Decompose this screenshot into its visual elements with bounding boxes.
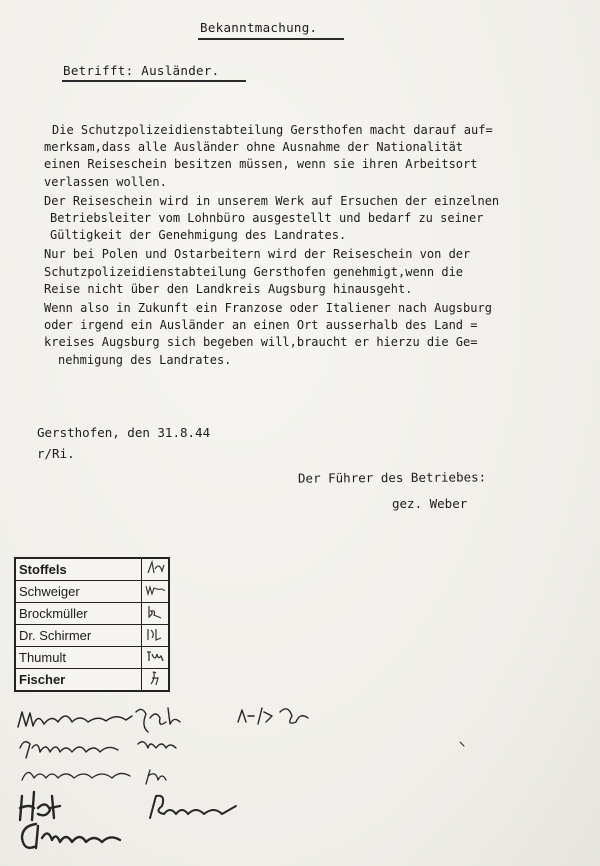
document-subject: Betrifft: Ausländer. (63, 63, 220, 78)
text-line: kreises Augsburg sich begeben will,braucht er hierzu die Ge= (44, 335, 478, 350)
signature-mark (136, 708, 180, 732)
routing-name: Fischer (15, 669, 142, 692)
text-line: verlassen wollen. (44, 174, 167, 189)
text-line: Nur bei Polen und Ostarbeitern wird der Reiseschein von der (44, 247, 471, 262)
leader-label: Der Führer des Betriebes: (297, 469, 487, 486)
reference-initials: r/Ri. (37, 446, 75, 461)
signature-mark (460, 742, 464, 746)
routing-name: Stoffels (15, 558, 142, 581)
signature-mark (18, 712, 132, 727)
text-line: oder irgend ein Ausländer an einen Ort ausserhalb des Land = (44, 318, 478, 333)
routing-name: Thumult (15, 647, 142, 669)
text-line: Reise nicht über den Landkreis Augsburg hinausgeht. (44, 281, 413, 296)
text-line: nehmigung des Landrates. (58, 352, 232, 367)
text-line: einen Reiseschein besitzen müssen, wenn sie ihren Arbeitsort (44, 157, 478, 172)
signature-mark (146, 770, 166, 784)
signature-mark (22, 824, 120, 848)
routing-name: Dr. Schirmer (15, 625, 142, 647)
place-date: Gersthofen, den 31.8.44 (37, 425, 211, 440)
text-line: Die Schutzpolizeidienstabteilung Gersthofen macht darauf auf= (52, 123, 493, 137)
signature-mark (138, 742, 176, 748)
text-line: merksam,dass alle Ausländer ohne Ausnahme der Nationalität (44, 140, 464, 155)
signature-mark (238, 708, 308, 724)
routing-name: Schweiger (15, 581, 142, 603)
document-title: Bekanntmachung. (200, 20, 318, 35)
signature-mark (20, 792, 60, 820)
signature-mark (20, 742, 118, 758)
leader-signature-line: gez. Weber (392, 496, 468, 511)
signature-mark (150, 796, 236, 818)
signature-mark (22, 772, 130, 780)
text-line: Schutzpolizeidienstabteilung Gersthofen genehmigt,wenn die (44, 264, 464, 279)
text-line: Der Reiseschein wird in unserem Werk auf Ersuchen der einzelnen (44, 193, 500, 208)
text-line: Betriebsleiter vom Lohnbüro ausgestellt und bedarf zu seiner (50, 211, 484, 226)
text-line: Wenn also in Zukunft ein Franzose oder Italiener nach Augsburg (44, 301, 492, 316)
routing-name: Brockmüller (15, 603, 142, 625)
text-line: Gültigkeit der Genehmigung des Landrates. (50, 228, 347, 243)
